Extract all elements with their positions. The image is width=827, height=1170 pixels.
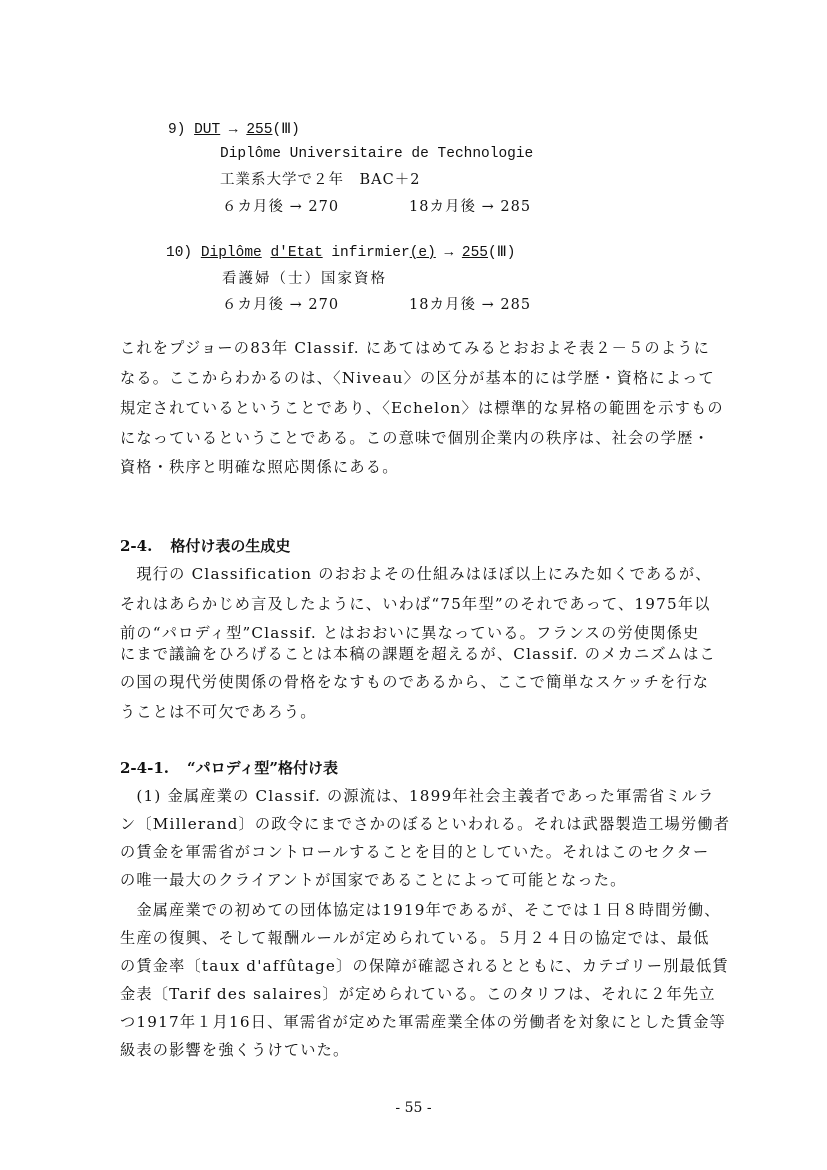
item-9-after-6: ６カ月後 → 270 xyxy=(222,199,340,215)
paragraph-1-line-3: 規定されているということであり、〈Echelon〉は標準的な昇格の範囲を示すもの xyxy=(120,399,724,417)
item-9-line-2: 工業系大学で２年 BAC＋2 xyxy=(220,172,421,188)
paragraph-3-line-3: の賃金を軍需省がコントロールすることを目的としていた。それはこのセクター xyxy=(120,843,710,861)
section-2-4-title: 格付け表の生成史 xyxy=(170,537,291,555)
paragraph-3-line-10: 級表の影響を強くうけていた。 xyxy=(120,1041,350,1059)
paragraph-3-line-2: ン〔Millerand〕の政令にまでさかのぼるといわれる。それは武器製造工場労働者 xyxy=(120,815,731,833)
paragraph-1-line-4: になっているということである。この意味で個別企業内の秩序は、社会の学歴・ xyxy=(120,429,710,447)
item-9-title: DUT xyxy=(194,122,221,138)
page-number: - 55 - xyxy=(395,1100,432,1116)
paragraph-2-line-1: 現行の Classification のおおよその仕組みはほぼ以上にみた如くであるが、 xyxy=(120,565,712,583)
section-2-4-1-title: “パロディ型”格付け表 xyxy=(186,759,339,777)
paragraph-3-line-8: 金表〔Tarif des salaires〕が定められている。このタリフは、それに２年先立 xyxy=(120,985,716,1003)
item-9-grade: (Ⅲ) xyxy=(272,122,300,138)
paragraph-3-line-9: つ1917年１月16日、軍需省が定めた軍需産業全体の労働者を対象にとした賃金等 xyxy=(120,1013,726,1031)
item-9-after-18: 18カ月後 → 285 xyxy=(409,199,532,215)
item-10-title-2: d'Etat xyxy=(270,245,323,261)
item-10-title-1: Diplôme xyxy=(200,245,262,261)
item-10-number: 10) xyxy=(166,245,193,261)
paragraph-1-line-5: 資格・秩序と明確な照応関係にある。 xyxy=(120,458,399,476)
item-9-line-1: Diplôme Universitaire de Technologie xyxy=(220,146,534,162)
item-9-heading xyxy=(168,121,300,139)
item-10-after-6: ６カ月後 → 270 xyxy=(222,297,340,313)
paragraph-1-line-2: なる。ここからわかるのは、〈Niveau〉の区分が基本的には学歴・資格によって xyxy=(120,369,715,387)
paragraph-3-line-1: (1) 金属産業の Classif. の源流は、1899年社会主義者であった軍需省ミルラ xyxy=(120,787,715,805)
paragraph-2-line-3: 前の“パロディ型”Classif. とはおおいに異なっている。フランスの労使関係史 xyxy=(120,624,700,642)
item-9-after-row xyxy=(222,198,531,216)
paragraph-3-line-5: 金属産業での初めての団体協定は1919年であるが、そこでは１日８時間労働、 xyxy=(120,901,721,919)
item-10-grade: (Ⅲ) xyxy=(488,245,516,261)
item-9-arrow: → xyxy=(228,122,238,138)
paragraph-2-line-6: うことは不可欠であろう。 xyxy=(120,703,317,721)
paragraph-2-line-4: にまで議論をひろげることは本稿の課題を超えるが、Classif. のメカニズムはこ xyxy=(120,645,716,663)
item-10-line-1: 看護婦（士）国家資格 xyxy=(222,271,387,287)
paragraph-3-line-6: 生産の復興、そして報酬ルールが定められている。５月２４日の協定では、最低 xyxy=(120,929,710,947)
item-10-title-4: (e) xyxy=(409,245,436,261)
section-2-4-1-number: 2-4-1. xyxy=(120,759,169,777)
item-10-title-3: infirmier xyxy=(331,245,410,261)
paragraph-1-line-1: これをプジョーの83年 Classif. にあてはめてみるとおおよそ表２－５のように xyxy=(120,339,710,357)
item-10-after-row xyxy=(222,296,531,314)
item-10-score: 255 xyxy=(461,245,489,261)
section-2-4-number: 2-4. xyxy=(120,537,153,555)
paragraph-3-line-4: の唯一最大のクライアントが国家であることによって可能となった。 xyxy=(120,871,627,889)
paragraph-2-line-2: それはあらかじめ言及したように、いわば“75年型”のそれであって、1975年以 xyxy=(120,595,711,613)
section-2-4-heading xyxy=(120,537,290,555)
item-9-number: 9) xyxy=(168,122,186,138)
item-10-after-18: 18カ月後 → 285 xyxy=(409,297,532,313)
paragraph-3-line-7: の賃金率〔taux d'affûtage〕の保障が確認されるとともに、カテゴリー別最低賃 xyxy=(120,957,729,975)
item-9-score: 255 xyxy=(246,122,273,138)
section-2-4-1-heading xyxy=(120,759,338,777)
paragraph-2-line-5: の国の現代労使関係の骨格をなすものであるから、ここで簡単なスケッチを行な xyxy=(120,673,710,691)
item-10-heading xyxy=(166,244,515,262)
item-10-arrow: → xyxy=(444,245,454,261)
